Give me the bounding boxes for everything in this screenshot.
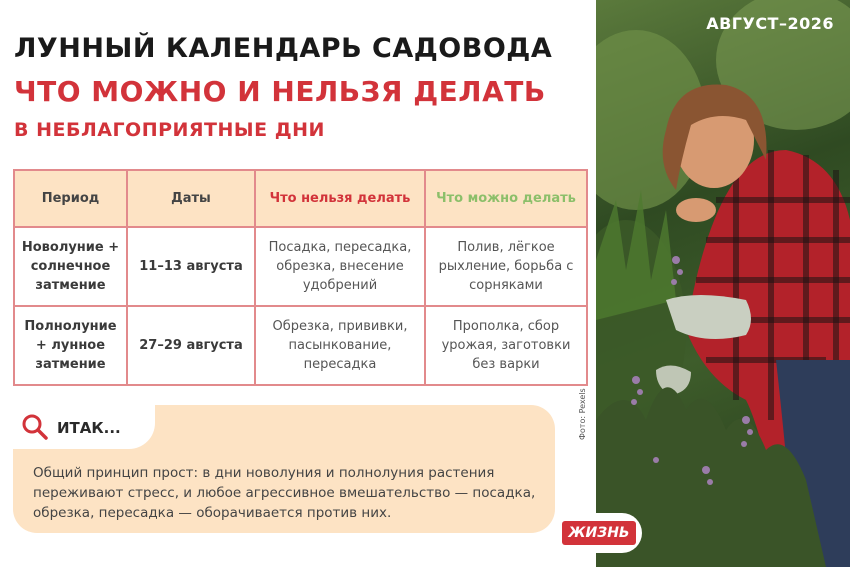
page-subtitle-secondary: В НЕБЛАГОПРИЯТНЫЕ ДНИ	[14, 119, 325, 141]
photo-credit: Фото: Pexels	[578, 388, 587, 440]
page-title: ЛУННЫЙ КАЛЕНДАРЬ САДОВОДА	[14, 33, 553, 64]
cell-allowed: Полив, лёгкое рыхление, борьба с сорняками	[425, 227, 587, 306]
table-row	[14, 306, 587, 385]
cell-allowed: Прополка, сбор урожая, заготовки без варки	[425, 306, 587, 385]
column-header-allowed: Что можно делать	[425, 170, 587, 227]
cell-forbidden: Обрезка, прививки, пасынкование, пересадка	[255, 306, 425, 385]
table-header-row	[14, 170, 587, 227]
column-header-forbidden: Что нельзя делать	[255, 170, 425, 227]
gardener-photo	[596, 0, 850, 567]
cell-dates: 27–29 августа	[127, 306, 255, 385]
summary-text: Общий принцип прост: в дни новолуния и полнолуния растения переживают стресс, и любое агрессивное вмешательство — посадка, обрезка, пересадка — оборачивается против них.	[33, 465, 536, 521]
page-subtitle: ЧТО МОЖНО И НЕЛЬЗЯ ДЕЛАТЬ	[14, 75, 546, 108]
gardener-illustration	[596, 0, 850, 567]
month-badge: АВГУСТ–2026	[706, 14, 834, 33]
column-header-dates: Даты	[127, 170, 255, 227]
brand-logo	[556, 513, 642, 553]
cell-period: Новолуние + солнечное затмение	[14, 227, 127, 306]
magnifier-icon	[20, 412, 50, 442]
table-row	[14, 227, 587, 306]
brand-logo-text: ЖИЗНЬ	[562, 521, 636, 545]
cell-period: Полнолуние + лунное затмение	[14, 306, 127, 385]
cell-forbidden: Посадка, пересадка, обрезка, внесение удобрений	[255, 227, 425, 306]
summary-tab	[13, 405, 155, 449]
lunar-calendar-table	[13, 169, 588, 386]
column-header-period: Период	[14, 170, 127, 227]
summary-label: ИТАК...	[57, 419, 121, 437]
cell-dates: 11–13 августа	[127, 227, 255, 306]
summary-box	[13, 405, 555, 533]
